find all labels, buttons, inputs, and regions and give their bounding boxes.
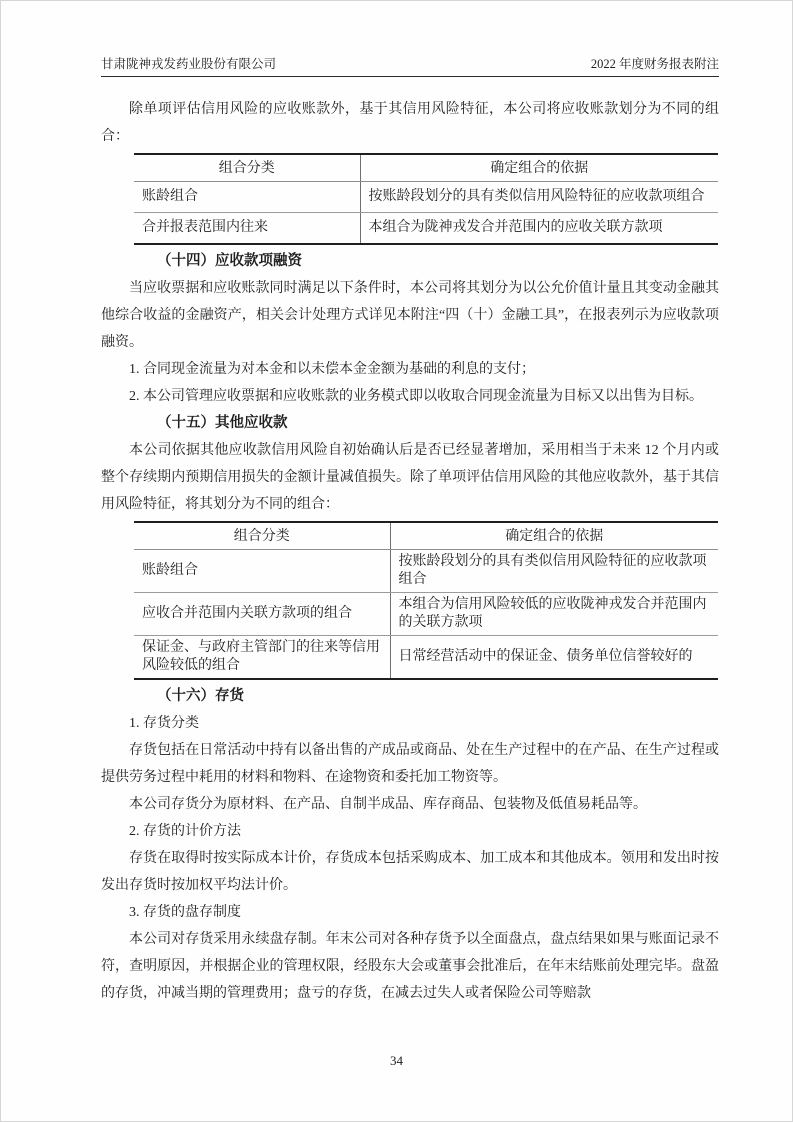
table-header-cell: 组合分类 — [134, 522, 390, 550]
other-receivables-portfolio-table — [134, 521, 718, 680]
section-14-paragraph: 当应收票据和应收账款同时满足以下条件时，本公司将其划分为以公允价值计量且其变动金融其他综合收益的金融资产，相关会计处理方式详见本附注“四（十）金融工具”，在报表列示为应收款项融资。 — [101, 281, 719, 350]
section-16-sub-3-paragraph: 本公司对存货采用永续盘存制。年末公司对各种存货予以全面盘点，盘点结果如果与账面记录不符，查明原因，并根据企业的管理权限，经股东大会或董事会批准后，在年末结账前处理完毕。盘盈的存货，冲减当期的管理费用；盘亏的存货，在减去过失人或者保险公司等赔款 — [101, 932, 719, 1001]
table-row — [134, 182, 718, 213]
section-14-item-2: 2. 本公司管理应收票据和应收账款的业务模式即以收取合同现金流量为目标又以出售为目标。 — [129, 389, 703, 404]
table-cell: 按账龄段划分的具有类似信用风险特征的应收款项组合 — [390, 550, 718, 593]
table-header-row — [134, 154, 718, 182]
table-header-cell: 确定组合的依据 — [360, 154, 718, 182]
section-16-sub-1-title: 1. 存货分类 — [129, 716, 199, 731]
section-16-sub-2-title: 2. 存货的计价方法 — [129, 824, 241, 839]
table-cell: 应收合并范围内关联方款项的组合 — [134, 593, 390, 636]
table-cell: 日常经营活动中的保证金、债务单位信誉较好的 — [390, 636, 718, 680]
table-cell: 本组合为陇神戎发合并范围内的应收关联方款项 — [360, 213, 718, 245]
table-cell: 合并报表范围内往来 — [142, 220, 268, 235]
header-doc-title: 2022 年度财务报表附注 — [590, 57, 719, 71]
table-row — [134, 636, 718, 680]
section-16-sub-1-paragraph-2: 本公司存货分为原材料、在产品、自制半成品、库存商品、包装物及低值易耗品等。 — [129, 797, 647, 812]
table-row — [134, 593, 718, 636]
header-company: 甘肃陇神戎发药业股份有限公司 — [101, 57, 277, 71]
table-cell: 账龄组合 — [134, 182, 360, 213]
table-row — [134, 213, 718, 245]
receivables-portfolio-table — [134, 153, 718, 245]
section-16-heading: （十六）存货 — [157, 688, 244, 704]
section-14-item-1: 1. 合同现金流量为对本金和以未偿本金金额为基础的利息的支付； — [129, 362, 535, 377]
table-header-cell: 组合分类 — [134, 154, 360, 182]
table-row — [134, 550, 718, 593]
table-cell: 账龄组合 — [134, 550, 390, 593]
intro-paragraph: 除单项评估信用风险的应收账款外，基于其信用风险特征，本公司将应收账款划分为不同的组合： — [101, 102, 719, 144]
table-cell: 按账龄段划分的具有类似信用风险特征的应收款项组合 — [360, 182, 718, 213]
table-cell: 保证金、与政府主管部门的往来等信用风险较低的组合 — [142, 640, 380, 673]
page-footer — [1, 1053, 792, 1069]
section-16-sub-2-paragraph: 存货在取得时按实际成本计价，存货成本包括采购成本、加工成本和其他成本。领用和发出时按发出存货时按加权平均法计价。 — [101, 851, 719, 893]
section-16-sub-3-title: 3. 存货的盘存制度 — [129, 905, 241, 920]
page-header — [101, 56, 719, 77]
table-header-cell: 确定组合的依据 — [390, 522, 718, 550]
section-14-heading: （十四）应收款项融资 — [157, 253, 302, 269]
section-16-sub-1-paragraph-1: 存货包括在日常活动中持有以备出售的产成品或商品、处在生产过程中的在产品、在生产过程或提供劳务过程中耗用的材料和物料、在途物资和委托加工物资等。 — [101, 743, 719, 785]
table-cell: 本组合为信用风险较低的应收陇神戎发合并范围内的关联方款项 — [390, 593, 718, 636]
table-header-row — [134, 522, 718, 550]
page-number: 34 — [390, 1053, 403, 1068]
section-15-paragraph: 本公司依据其他应收款信用风险自初始确认后是否已经显著增加，采用相当于未来 12 个月内或整个存续期内预期信用损失的金额计量减值损失。除了单项评估信用风险的其他应收款外，基于其信用风险特征，将其划分为不同的组合： — [101, 443, 719, 512]
document-body — [101, 96, 719, 1007]
section-15-heading: （十五）其他应收款 — [157, 415, 288, 431]
